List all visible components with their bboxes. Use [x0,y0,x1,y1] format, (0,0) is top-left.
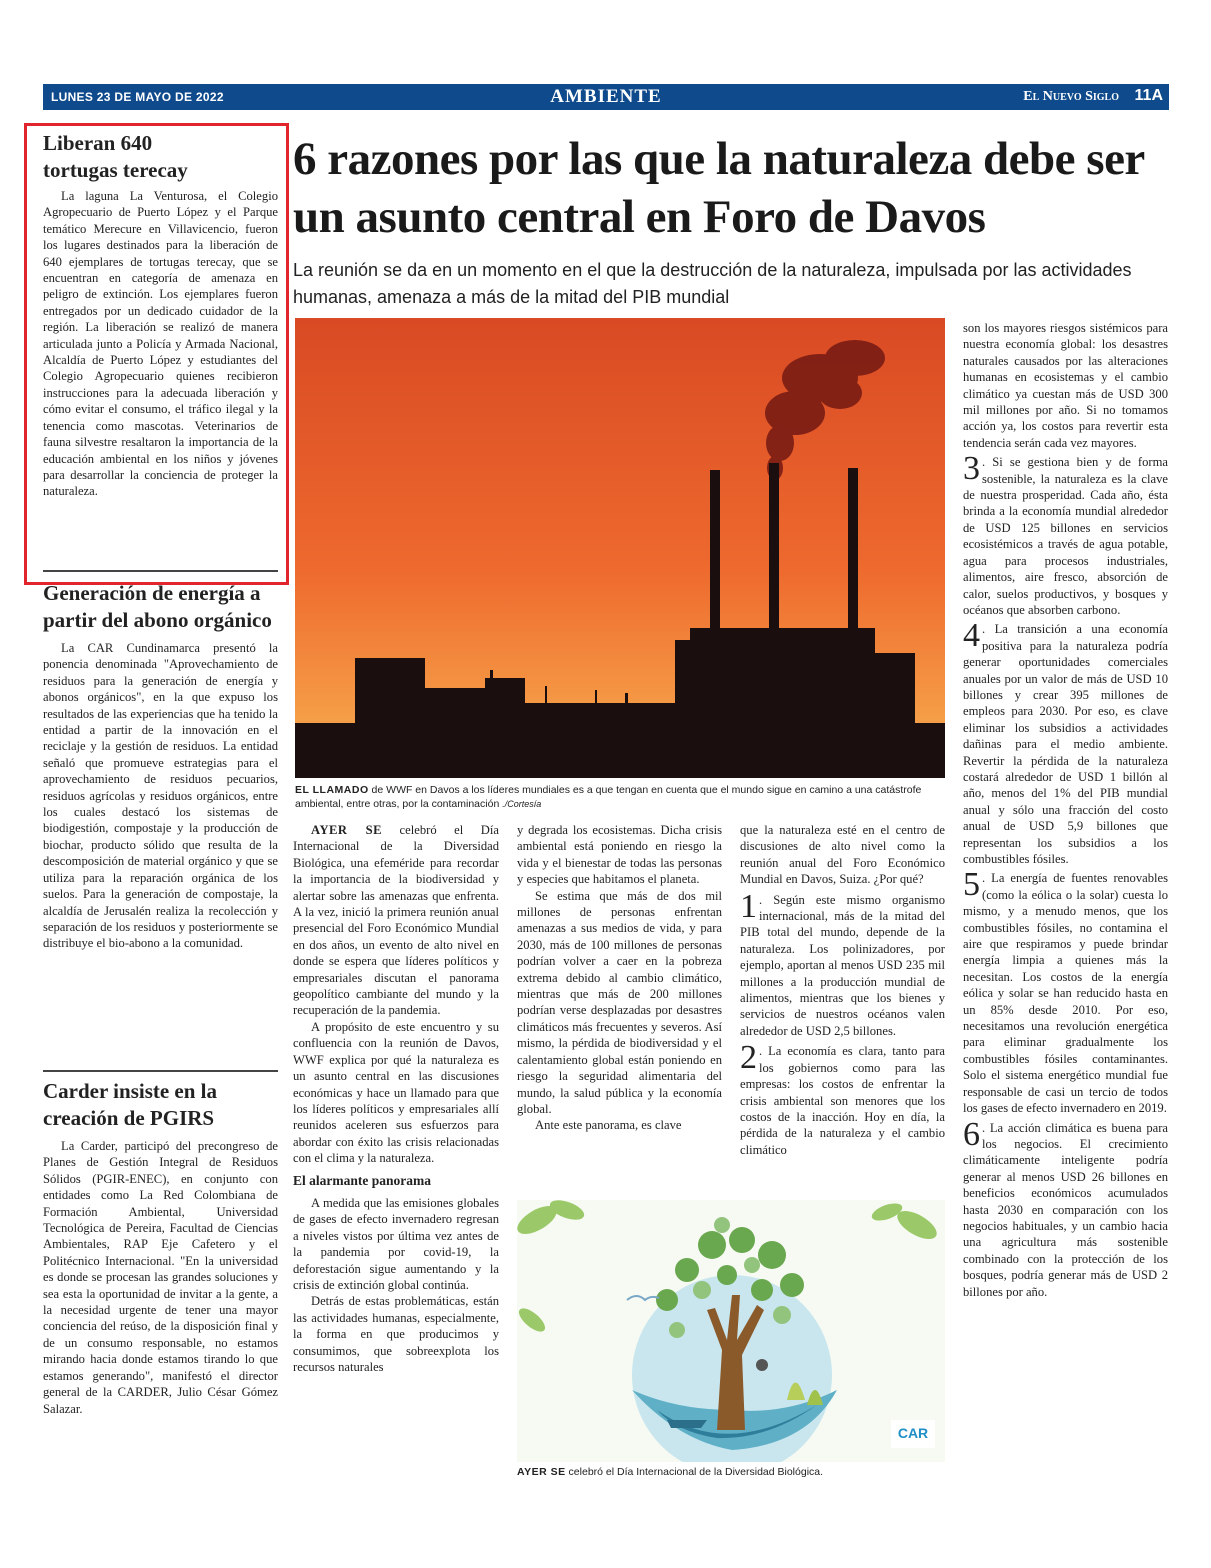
paragraph: Se estima que más de dos mil millones de personas enfrentan amenazas a sus medios de vida, y para 2030, más de 100 millones de personas podrían volver a caer en la pobreza extrema debido al cambio climático, mientras que más de 200 millones podrían verse desplazadas por desastres climáticos más frecuentes y severos. Así mismo, la pérdida de biodiversidad y el calentamiento global están poniendo en riesgo la seguridad alimentaria del mundo, la salud pública y la economía global. [517,888,722,1116]
newspaper-name: El Nuevo Siglo [1023,89,1119,104]
numbered-paragraph: 5 . La energía de fuentes renovables (como la eólica o la solar) cuesta lo mismo, y a menudo menos, que los combustibles fósiles, no contamina el aire que respiramos y puede brindar energía limpia a quienes más la necesitan. Los costos de la energía eólica y solar se han reducido hasta en un 85% desde 2010. Por eso, necesitamos una revolución energética para eliminar gradualmente los combustibles fósiles contaminantes. Solo el sistema energético mundial fue responsable de casi un tercio de todos los gases de efecto invernadero en 2019. [963,866,1168,1116]
article-subtitle: La reunión se da en un momento en el que la destrucción de la naturaleza, impulsada por las actividades humanas, amenaza a más de la mitad del PIB mundial [293,260,1132,307]
paragraph: Ante este panorama, es clave [535,1118,682,1133]
brief-paragraph: La CAR Cundinamarca presentó la ponencia denominada "Aprovechamiento de residuos para la generación de energía y abonos orgánicos", en la que expuso los resultados de las experiencias que ha tenido la entidad a partir de la innovación en el reciclaje y la gestión de residuos. La entidad señaló que promueve estrategias para el aprovechamiento de residuos pecuarios, residuos agrícolas y residuos orgánicos, entre los cuales destacó los sistemas de biodigestión, compostaje y la producción de biochar, producto sólido que resulta de la descomposición de material orgánico y que se utiliza para la reparación orgánica de los suelos. Para la generación de compostaje, la alcaldía de Jerusalén realiza la recolección y separación de los residuos y posteriormente se distribuye el bio-abono a la comunidad. [43,641,278,951]
illustration-caption [517,1465,945,1479]
header-date: LUNES 23 DE MAYO DE 2022 [51,90,224,104]
reason-number: 4 [963,617,980,655]
article-column-4 [963,320,1168,1300]
paragraph: Detrás de estas problemáticas, están las actividades humanas, especialmente, la forma en que producimos y consumimos, que sobreexplota los recursos naturales [293,1294,499,1374]
paragraph: y degrada los ecosistemas. Dicha crisis ambiental está poniendo en riesgo la vida y el bienestar de todas las personas y especies que habitamos el planeta. [517,823,722,887]
brief-paragraph: La laguna La Venturosa, el Colegio Agropecuario de Puerto López y el Parque temático Merecure en Villavicencio, fueron los lugares destinados para la liberación de 640 ejemplares de tortugas terecay, que se encuentran en categoría de amenaza en peligro de extinción. Los ejemplares fueron entregados por un dedicado cuidador de la región. La liberación se realizó de manera articulada junto a Policía y Armada Nacional, Alcaldía de Puerto López y estudiantes del Colegio Agropecuario quienes recibieron instrucciones para la adecuada liberación y cómo evitar el consumo, el tráfico ilegal y la tenencia como mascotas. Veterinarios de fauna silvestre resaltaron la importancia de la educación ambiental en los niños y jóvenes para desarrollar la conciencia de proteger la naturaleza. [43,189,278,499]
section-name: AMBIENTE [550,86,662,107]
article-headline: 6 razones por las que la naturaleza debe ser un asunto central en Foro de Davos [293,133,1144,243]
brief-title: Generación de energía a partir del abono orgánico [43,581,272,632]
numbered-paragraph: 2 . La economía es clara, tanto para los gobiernos como para las empresas: los costos de enfrentar la crisis ambiental son menores que los costos de la inacción. Hoy en día, la pérdida de la naturaleza y el cambio climático [740,1039,945,1157]
car-logo [891,1420,935,1448]
caption-text: de WWF en Davos a los líderes mundiales es a que tengan en cuenta que el mundo sigue en camino a una catástrofe ambiental, entre otras, por la contaminación [295,784,922,810]
power-plant-photo [295,318,945,778]
caption-lead: EL LLAMADO [295,784,369,796]
photo-credit: ./Cortesía [502,799,542,809]
brief-energia [43,570,278,952]
numbered-paragraph: 3 . Si se gestiona bien y de forma sostenible, la naturaleza es la clave de nuestra prosperidad. Cada año, ésta brinda a la economía mundial alrededor de USD 125 billones en servicios ecosistémicos a través de agua potable, agua para procesos industriales, alimentos, aire fresco, absorción de calor, suelos productivos, y bosques y océanos que absorben carbono. [963,450,1168,617]
page-header [43,84,1169,110]
page-number: 11A [1134,87,1163,104]
article-column-2 [517,822,722,1134]
brief-body [43,640,278,952]
numbered-paragraph: 4 . La transición a una economía positiva para la naturaleza podría generar oportunidades comerciales anuales por un valor de más de USD 10 billones y crear 395 millones de empleos para 2030. Por eso, es clave eliminar los subsidios a actividades dañinas para el medio ambiente. Revertir la pérdida de la naturaleza costará alrededor de USD 1 billón al año, menos del 1% del PIB mundial anual y sólo una fracción del costo anual de USD 5,9 billones que representan los subsidios a los combustibles fósiles. [963,617,1168,866]
reason-number: 2 [740,1039,757,1077]
reason-number: 6 [963,1115,980,1153]
brief-paragraph: La Carder, participó del precongreso de Planes de Gestión Integral de Residuos Sólidos (PGIR-ENEC), en conjunto con entidades como La Red Colombiana de Formación Ambiental, Universidad Tecnológica de Pereira, Facultad de Ciencias Ambientales, RAP Eje Cafetero y el Politécnico Internacional. "En la universidad es donde se procesan las grandes soluciones y sea esta la oportunidad de invitar a la gente, a la necesidad urgente de tener una mayor conciencia del reúso, de la disposición final y de un consumo responsable, no estamos mirando hacia donde estamos tirando lo que estamos generando", manifestó el director general de la CARDER, Julio César Gómez Salazar. [43,1139,278,1416]
caption-lead: AYER SE [517,1466,566,1478]
paragraph: AYER SE celebró el Día Internacional de la Diversidad Biológica, una efeméride para recordar la importancia de la biodiversidad y alertar sobre las amenazas que enfrenta. A la vez, inició la primera reunión anual presencial del Foro Económico Mundial en dos años, un evento de alto nivel en donde se espera que líderes políticos y empresariales discutan el panorama geopolítico cambiante del mundo y la recuperación de la pandemia. [293,823,499,1018]
photo-caption [295,783,945,811]
subheading: El alarmante panorama [293,1172,431,1188]
article-column-1 [293,822,499,1375]
divider [43,570,278,572]
article-column-3 [740,822,945,1158]
brief-title: Liberan 640 tortugas terecay [43,131,188,182]
caption-text: celebró el Día Internacional de la Diversidad Biológica. [565,1466,824,1478]
logo-text: CAR [897,1425,929,1441]
paragraph: son los mayores riesgos sistémicos para nuestra economía global: los desastres naturales causados por las alteraciones humanas en ecosistemas y el cambio climático ya cuestan más de USD 300 mil millones por año. Si no tomamos acción ya, los costos para revertir esta tendencia serán cada vez mayores. [963,321,1168,450]
brief-carder [43,1070,278,1417]
divider [43,1070,278,1072]
biodiversity-illustration [517,1200,945,1462]
brief-title: Carder insiste en la creación de PGIRS [43,1079,218,1130]
paragraph: A medida que las emisiones globales de gases de efecto invernadero regresan a niveles vistos por última vez antes de la pandemia por covid-19, la deforestación sigue aumentando y la crisis de extinción global continúa. [293,1195,499,1292]
paragraph: que la naturaleza esté en el centro de discusiones de alto nivel como la reunión anual del Foro Económico Mundial en Davos, Suiza. ¿Por qué? [740,823,945,887]
numbered-paragraph: 6 . La acción climática es buena para los negocios. El crecimiento climáticamente inteligente podría generar al menos USD 26 billones en beneficios económicos acumulados hasta 2030 en comparación con los negocios habituales, y un cambio hacia una agricultura más sostenible combinado con la protección de los bosques, podría generar más de USD 2 billones por año. [963,1115,1168,1299]
numbered-paragraph: 1 . Según este mismo organismo internacional, más de la mitad del PIB total del mundo, depende de la naturaleza. Los polinizadores, por ejemplo, aportan al menos USD 235 mil millones a la producción mundial de alimentos, mientras que los bienes y servicios de nuestros océanos valen alrededor de USD 2,5 billones. [740,887,945,1038]
brief-body [43,188,278,500]
paragraph: A propósito de este encuentro y su confluencia con la reunión de Davos, WWF explica por qué la naturaleza es un asunto central en las discusiones económicas y hace un llamado para que los líderes políticos y empresariales allí reunidos aceleren sus esfuerzos para abordar con éxito las crisis relacionadas con el clima y la naturaleza. [293,1019,499,1166]
reason-number: 5 [963,866,980,904]
lead-in: AYER SE [311,823,382,837]
brief-body [43,1138,278,1417]
reason-number: 3 [963,450,980,488]
reason-number: 1 [740,887,757,925]
brief-tortugas [43,130,278,500]
